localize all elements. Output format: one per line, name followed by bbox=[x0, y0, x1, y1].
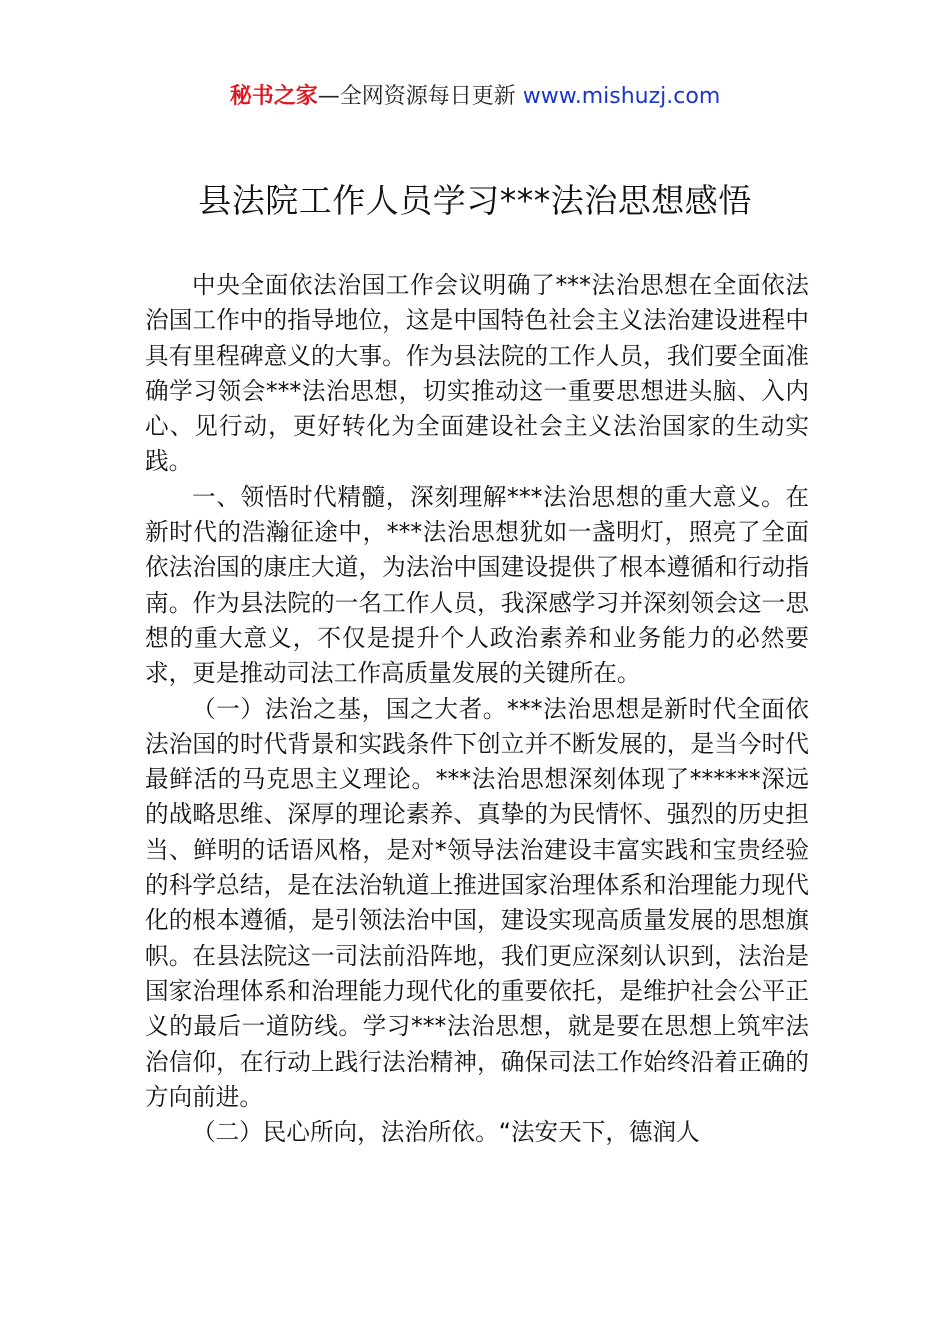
paragraph-subsection-1: （一）法治之基，国之大者。***法治思想是新时代全面依法治国的时代背景和实践条件下创立并不断发展的，是当今时代最鲜活的马克思主义理论。***法治思想深刻体现了******深远的战略思维、深厚的理论素养、真挚的为民情怀、强烈的历史担当、鲜明的话语风格，是对*领导法治建设丰富实践和宝贵经验的科学总结，是在法治轨道上推进国家治理体系和治理能力现代化的根本遵循，是引领法治中国，建设实现高质量发展的思想旗帜。在县法院这一司法前沿阵地，我们更应深刻认识到，法治是国家治理体系和治理能力现代化的重要依托，是维护社会公平正义的最后一道防线。学习***法治思想，就是要在思想上筑牢法治信仰，在行动上践行法治精神，确保司法工作始终沿着正确的方向前进。 bbox=[145, 694, 809, 1111]
document-title: 县法院工作人员学习***法治思想感悟 bbox=[198, 181, 752, 220]
paragraph-subsection-2: （二）民心所向，法治所依。“法安天下，德润人 bbox=[192, 1118, 700, 1147]
site-brand: 秘书之家 bbox=[229, 84, 318, 109]
paragraph-section-1: 一、领悟时代精髓，深刻理解***法治思想的重大意义。在新时代的浩瀚征途中，***法治思想犹如一盏明灯，照亮了全面依法治国的康庄大道，为法治中国建设提供了根本遵循和行动指南。作为县法院的一名工作人员，我深感学习并深刻领会这一思想的重大意义，不仅是提升个人政治素养和业务能力的必然要求，更是推动司法工作高质量发展的关键所在。 bbox=[145, 482, 809, 688]
site-tagline: —全网资源每日更新 bbox=[317, 84, 523, 109]
document-body bbox=[145, 268, 809, 1150]
paragraph-intro: 中央全面依法治国工作会议明确了***法治思想在全面依法治国工作中的指导地位，这是中国特色社会主义法治建设进程中具有里程碑意义的大事。作为县法院的工作人员，我们要全面准确学习领会***法治思想，切实推动这一重要思想进头脑、入内心、见行动，更好转化为全面建设社会主义法治国家的生动实践。 bbox=[145, 271, 809, 476]
site-url-link[interactable]: www.mishuzj.com bbox=[522, 84, 721, 109]
site-header bbox=[0, 80, 950, 114]
